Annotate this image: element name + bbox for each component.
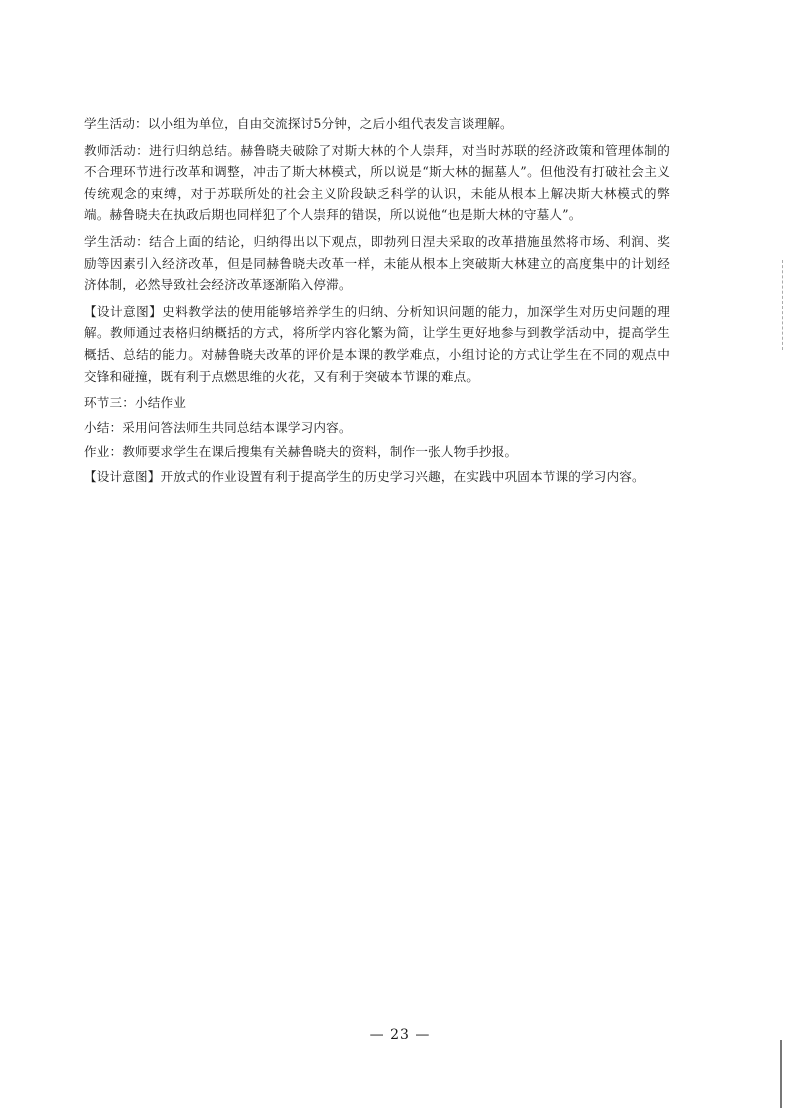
paragraph-homework: 作业：教师要求学生在课后搜集有关赫鲁晓夫的资料，制作一张人物手抄报。 [84,444,518,460]
document-body [84,113,670,493]
paragraph-design-intent-2: 【设计意图】开放式的作业设置有利于提高学生的历史学习兴趣，在实践中巩固本节课的学习内容。 [84,468,645,484]
paragraph-teacher-activity: 教师活动：进行归纳总结。赫鲁晓夫破除了对斯大林的个人崇拜，对当时苏联的经济政策和管理体制的不合理环节进行改革和调整，冲击了斯大林模式，所以说是“斯大林的掘墓人”。但他没有打破社会主义传统观念的束缚，对于苏联所处的社会主义阶段缺乏科学的认识，未能从根本上解决斯大林模式的弊端。赫鲁晓夫在执政后期也同样犯了个人崇拜的错误，所以说他“也是斯大林的守墓人”。 [84,142,670,223]
page-number: — 23 — [369,1027,431,1043]
scan-edge-mark [782,260,784,350]
paragraph-student-activity-2: 学生活动：结合上面的结论，归纳得出以下观点，即勃列日涅夫采取的改革措施虽然将市场、利润、奖励等因素引入经济改革，但是同赫鲁晓夫改革一样，未能从根本上突破斯大林建立的高度集中的计划经济体制，必然导致社会经济改革逐渐陷入停滞。 [84,233,670,293]
scan-edge-bar [780,1040,782,1108]
paragraph-design-intent-1: 【设计意图】史料教学法的使用能够培养学生的归纳、分析知识问题的能力，加深学生对历史问题的理解。教师通过表格归纳概括的方式，将所学内容化繁为简，让学生更好地参与到教学活动中，提高学生概括、总结的能力。对赫鲁晓夫改革的评价是本课的教学难点，小组讨论的方式让学生在不同的观点中交锋和碰撞，既有利于点燃思维的火花，又有利于突破本节课的难点。 [84,303,670,384]
paragraph-student-activity-1: 学生活动：以小组为单位，自由交流探讨5分钟，之后小组代表发言谈理解。 [84,116,513,131]
paragraph-summary: 小结：采用问答法师生共同总结本课学习内容。 [84,419,352,435]
section-heading-stage-3: 环节三：小结作业 [84,395,186,411]
